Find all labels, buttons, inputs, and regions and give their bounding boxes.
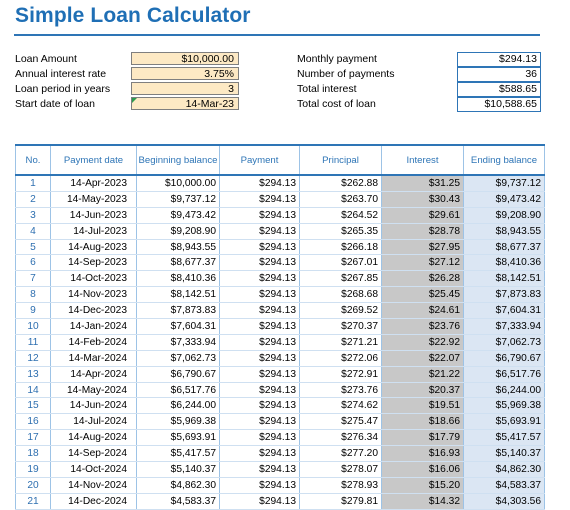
principal-cell[interactable]: $262.88 [300,175,382,191]
payment-date-cell[interactable]: 14-Dec-2023 [51,303,137,319]
principal-cell[interactable]: $277.20 [300,446,382,462]
payment-date-cell[interactable]: 14-Jun-2024 [51,398,137,414]
beginning-balance-cell[interactable]: $7,873.83 [137,303,220,319]
header-payment-date[interactable]: Payment date [51,145,137,175]
table-row [16,382,545,398]
loan-amount-label: Loan Amount [15,53,77,65]
payment-date-cell[interactable]: 14-Dec-2024 [51,493,137,509]
table-row [16,462,545,478]
interest-cell[interactable]: $22.92 [382,334,464,350]
interest-cell[interactable]: $31.25 [382,175,464,191]
table-row [16,287,545,303]
beginning-balance-cell[interactable]: $4,862.30 [137,477,220,493]
start-date-cell[interactable] [131,97,239,110]
total-interest-cell[interactable]: $588.65 [457,82,541,97]
ending-balance-cell[interactable]: $4,862.30 [464,462,545,478]
ending-balance-cell[interactable]: $6,244.00 [464,382,545,398]
ending-balance-cell[interactable]: $5,693.91 [464,414,545,430]
interest-rate-cell[interactable]: 3.75% [131,67,239,80]
input-row-start-date [15,97,245,112]
input-row-loan-period [15,82,245,97]
payment-cell[interactable]: $294.13 [220,319,300,335]
interest-cell[interactable]: $19.51 [382,398,464,414]
ending-balance-cell[interactable]: $4,583.37 [464,477,545,493]
beginning-balance-cell[interactable]: $8,943.55 [137,239,220,255]
payment-cell[interactable]: $294.13 [220,382,300,398]
monthly-payment-cell[interactable]: $294.13 [457,52,541,67]
principal-cell[interactable]: $275.47 [300,414,382,430]
payment-date-cell[interactable]: 14-Oct-2024 [51,462,137,478]
principal-cell[interactable]: $263.70 [300,191,382,207]
loan-period-cell[interactable]: 3 [131,82,239,95]
loan-period-label: Loan period in years [15,83,111,95]
principal-cell[interactable]: $278.07 [300,462,382,478]
row-number-cell[interactable]: 3 [16,207,51,223]
beginning-balance-cell[interactable]: $9,737.12 [137,191,220,207]
table-row [16,223,545,239]
beginning-balance-cell[interactable]: $8,410.36 [137,271,220,287]
table-row [16,366,545,382]
ending-balance-cell[interactable]: $7,062.73 [464,334,545,350]
monthly-payment-label: Monthly payment [297,53,377,65]
payment-cell[interactable]: $294.13 [220,366,300,382]
interest-cell[interactable]: $26.28 [382,271,464,287]
row-number-cell[interactable]: 16 [16,414,51,430]
total-interest-label: Total interest [297,83,357,95]
principal-cell[interactable]: $267.85 [300,271,382,287]
table-row [16,191,545,207]
row-number-cell[interactable]: 18 [16,446,51,462]
row-number-cell[interactable]: 10 [16,319,51,335]
ending-balance-cell[interactable]: $5,417.57 [464,430,545,446]
beginning-balance-cell[interactable]: $5,969.38 [137,414,220,430]
summary-row-monthly-payment [297,52,542,67]
payment-date-cell[interactable]: 14-Aug-2024 [51,430,137,446]
payment-date-cell[interactable]: 14-Feb-2024 [51,334,137,350]
payment-cell[interactable]: $294.13 [220,477,300,493]
payment-date-cell[interactable]: 14-Mar-2024 [51,350,137,366]
payment-cell[interactable]: $294.13 [220,287,300,303]
principal-cell[interactable]: $276.34 [300,430,382,446]
interest-cell[interactable]: $25.45 [382,287,464,303]
row-number-cell[interactable]: 21 [16,493,51,509]
payment-date-cell[interactable]: 14-May-2023 [51,191,137,207]
payment-cell[interactable]: $294.13 [220,414,300,430]
ending-balance-cell[interactable]: $4,303.56 [464,493,545,509]
ending-balance-cell[interactable]: $7,333.94 [464,319,545,335]
payment-cell[interactable]: $294.13 [220,207,300,223]
row-number-cell[interactable]: 19 [16,462,51,478]
total-cost-cell[interactable]: $10,588.65 [457,97,541,112]
interest-cell[interactable]: $28.78 [382,223,464,239]
payment-cell[interactable]: $294.13 [220,239,300,255]
interest-cell[interactable]: $18.66 [382,414,464,430]
table-row [16,239,545,255]
loan-amount-cell[interactable]: $10,000.00 [131,52,239,65]
payment-cell[interactable]: $294.13 [220,446,300,462]
row-number-cell[interactable]: 7 [16,271,51,287]
table-row [16,175,545,191]
payment-date-cell[interactable]: 14-Sep-2023 [51,255,137,271]
payment-date-cell[interactable]: 14-Jan-2024 [51,319,137,335]
input-row-interest-rate [15,67,245,82]
summary-row-total-cost [297,97,542,112]
payment-cell[interactable]: $294.13 [220,271,300,287]
title-divider [14,34,540,36]
row-number-cell[interactable]: 8 [16,287,51,303]
principal-cell[interactable]: $264.52 [300,207,382,223]
interest-cell[interactable]: $16.06 [382,462,464,478]
cell-flag-icon [132,98,137,103]
ending-balance-cell[interactable]: $9,473.42 [464,191,545,207]
payment-date-cell[interactable]: 14-Jul-2023 [51,223,137,239]
header-payment[interactable]: Payment [220,145,300,175]
payment-date-cell[interactable]: 14-Oct-2023 [51,271,137,287]
start-date-value: 14-Mar-23 [185,98,234,110]
amortization-table [15,144,545,510]
payment-cell[interactable]: $294.13 [220,191,300,207]
row-number-cell[interactable]: 14 [16,382,51,398]
row-number-cell[interactable]: 17 [16,430,51,446]
ending-balance-cell[interactable]: $7,604.31 [464,303,545,319]
header-no[interactable]: No. [16,145,51,175]
ending-balance-cell[interactable]: $6,517.76 [464,366,545,382]
total-cost-label: Total cost of loan [297,98,376,110]
beginning-balance-cell[interactable]: $4,583.37 [137,493,220,509]
interest-cell[interactable]: $20.37 [382,382,464,398]
row-number-cell[interactable]: 2 [16,191,51,207]
table-row [16,430,545,446]
interest-cell[interactable]: $24.61 [382,303,464,319]
header-interest[interactable]: Interest [382,145,464,175]
payment-cell[interactable]: $294.13 [220,175,300,191]
input-row-loan-amount [15,52,245,67]
header-beginning-balance[interactable]: Beginning balance [137,145,220,175]
header-principal[interactable]: Principal [300,145,382,175]
row-number-cell[interactable]: 11 [16,334,51,350]
beginning-balance-cell[interactable]: $7,604.31 [137,319,220,335]
interest-rate-label: Annual interest rate [15,68,107,80]
principal-cell[interactable]: $265.35 [300,223,382,239]
principal-cell[interactable]: $266.18 [300,239,382,255]
beginning-balance-cell[interactable]: $5,140.37 [137,462,220,478]
row-number-cell[interactable]: 20 [16,477,51,493]
row-number-cell[interactable]: 13 [16,366,51,382]
principal-cell[interactable]: $272.91 [300,366,382,382]
beginning-balance-cell[interactable]: $7,062.73 [137,350,220,366]
ending-balance-cell[interactable]: $9,208.90 [464,207,545,223]
row-number-cell[interactable]: 6 [16,255,51,271]
payment-date-cell[interactable]: 14-Apr-2023 [51,175,137,191]
interest-cell[interactable]: $23.76 [382,319,464,335]
principal-cell[interactable]: $274.62 [300,398,382,414]
payment-date-cell[interactable]: 14-Aug-2023 [51,239,137,255]
ending-balance-cell[interactable]: $8,677.37 [464,239,545,255]
table-row [16,319,545,335]
beginning-balance-cell[interactable]: $6,790.67 [137,366,220,382]
start-date-label: Start date of loan [15,98,95,110]
header-ending-balance[interactable]: Ending balance [464,145,545,175]
payment-date-cell[interactable]: 14-Nov-2024 [51,477,137,493]
table-header-row [16,145,545,175]
row-number-cell[interactable]: 5 [16,239,51,255]
principal-cell[interactable]: $269.52 [300,303,382,319]
table-body [16,175,545,509]
principal-cell[interactable]: $270.37 [300,319,382,335]
interest-cell[interactable]: $27.12 [382,255,464,271]
beginning-balance-cell[interactable]: $8,677.37 [137,255,220,271]
interest-cell[interactable]: $14.32 [382,493,464,509]
principal-cell[interactable]: $273.76 [300,382,382,398]
beginning-balance-cell[interactable]: $7,333.94 [137,334,220,350]
payment-cell[interactable]: $294.13 [220,430,300,446]
summary-row-total-interest [297,82,542,97]
payment-date-cell[interactable]: 14-Jul-2024 [51,414,137,430]
ending-balance-cell[interactable]: $7,873.83 [464,287,545,303]
payment-cell[interactable]: $294.13 [220,303,300,319]
beginning-balance-cell[interactable]: $5,417.57 [137,446,220,462]
row-number-cell[interactable]: 4 [16,223,51,239]
principal-cell[interactable]: $272.06 [300,350,382,366]
table-row [16,414,545,430]
row-number-cell[interactable]: 1 [16,175,51,191]
ending-balance-cell[interactable]: $8,943.55 [464,223,545,239]
ending-balance-cell[interactable]: $5,140.37 [464,446,545,462]
ending-balance-cell[interactable]: $6,790.67 [464,350,545,366]
row-number-cell[interactable]: 9 [16,303,51,319]
interest-cell[interactable]: $15.20 [382,477,464,493]
beginning-balance-cell[interactable]: $5,693.91 [137,430,220,446]
payment-date-cell[interactable]: 14-Nov-2023 [51,287,137,303]
beginning-balance-cell[interactable]: $6,244.00 [137,398,220,414]
table-row [16,303,545,319]
table-row [16,207,545,223]
beginning-balance-cell[interactable]: $6,517.76 [137,382,220,398]
payment-cell[interactable]: $294.13 [220,255,300,271]
principal-cell[interactable]: $267.01 [300,255,382,271]
summary-row-number-of-payments [297,67,542,82]
beginning-balance-cell[interactable]: $10,000.00 [137,175,220,191]
ending-balance-cell[interactable]: $8,142.51 [464,271,545,287]
ending-balance-cell[interactable]: $8,410.36 [464,255,545,271]
row-number-cell[interactable]: 15 [16,398,51,414]
payment-cell[interactable]: $294.13 [220,462,300,478]
interest-cell[interactable]: $29.61 [382,207,464,223]
table-row [16,271,545,287]
payment-cell[interactable]: $294.13 [220,493,300,509]
payment-cell[interactable]: $294.13 [220,350,300,366]
payment-cell[interactable]: $294.13 [220,398,300,414]
number-of-payments-cell[interactable]: 36 [457,67,541,82]
interest-cell[interactable]: $21.22 [382,366,464,382]
beginning-balance-cell[interactable]: $8,142.51 [137,287,220,303]
table-row [16,255,545,271]
page-title: Simple Loan Calculator [15,4,251,27]
payment-date-cell[interactable]: 14-Apr-2024 [51,366,137,382]
payment-date-cell[interactable]: 14-May-2024 [51,382,137,398]
principal-cell[interactable]: $271.21 [300,334,382,350]
interest-cell[interactable]: $30.43 [382,191,464,207]
payment-cell[interactable]: $294.13 [220,334,300,350]
ending-balance-cell[interactable]: $9,737.12 [464,175,545,191]
number-of-payments-label: Number of payments [297,68,395,80]
principal-cell[interactable]: $279.81 [300,493,382,509]
principal-cell[interactable]: $268.68 [300,287,382,303]
interest-cell[interactable]: $27.95 [382,239,464,255]
payment-cell[interactable]: $294.13 [220,223,300,239]
payment-date-cell[interactable]: 14-Jun-2023 [51,207,137,223]
table-row [16,350,545,366]
payment-date-cell[interactable]: 14-Sep-2024 [51,446,137,462]
table-row [16,334,545,350]
beginning-balance-cell[interactable]: $9,208.90 [137,223,220,239]
table-row [16,493,545,509]
row-number-cell[interactable]: 12 [16,350,51,366]
beginning-balance-cell[interactable]: $9,473.42 [137,207,220,223]
interest-cell[interactable]: $22.07 [382,350,464,366]
interest-cell[interactable]: $17.79 [382,430,464,446]
table-row [16,446,545,462]
principal-cell[interactable]: $278.93 [300,477,382,493]
ending-balance-cell[interactable]: $5,969.38 [464,398,545,414]
interest-cell[interactable]: $16.93 [382,446,464,462]
table-row [16,398,545,414]
